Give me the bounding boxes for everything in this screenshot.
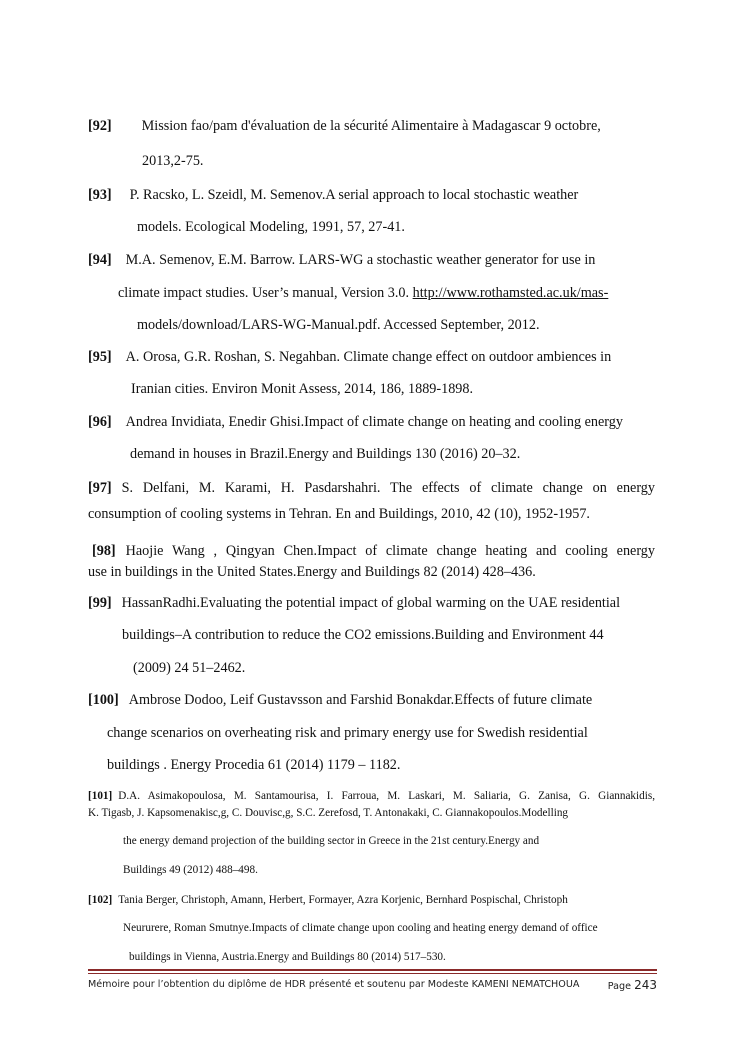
reference-97-line-1: [97] S. Delfani, M. Karami, H. Pasdarshahri. The effects of climate change on energy [88,480,655,496]
reference-100-line-3: buildings . Energy Procedia 61 (2014) 1179 – 1182. [107,757,401,773]
reference-number: [95] [88,349,112,365]
reference-number: [92] [88,118,112,134]
reference-93-line-1: [93] P. Racsko, L. Szeidl, M. Semenov.A serial approach to local stochastic weather [88,187,579,203]
footer-divider-thin [88,973,657,974]
reference-94-line-3: models/download/LARS-WG-Manual.pdf. Accessed September, 2012. [137,317,540,333]
reference-94-line-2: climate impact studies. User’s manual, Version 3.0. http://www.rothamsted.ac.uk/mas- [118,285,609,301]
page-indicator [608,978,657,994]
page-label: Page [607,981,632,992]
reference-number: [100] [88,692,119,708]
reference-100-line-2: change scenarios on overheating risk and primary energy use for Swedish residential [107,725,588,741]
reference-number: [97] [88,480,112,496]
reference-96-line-2: demand in houses in Brazil.Energy and Buildings 130 (2016) 20–32. [130,446,521,462]
page-footer [88,978,657,992]
reference-100-line-1: [100] Ambrose Dodoo, Leif Gustavsson and Farshid Bonakdar.Effects of future climate [88,692,593,708]
reference-98-line-1: [98] Haojie Wang , Qingyan Chen.Impact of climate change heating and cooling energy [92,543,655,559]
reference-101-line-4: Buildings 49 (2012) 488–498. [123,864,258,876]
reference-95-line-1: [95] A. Orosa, G.R. Roshan, S. Negahban. Climate change effect on outdoor ambiences in [88,349,612,365]
reference-99-line-3: (2009) 24 51–2462. [133,660,246,676]
reference-102-line-3: buildings in Vienna, Austria.Energy and Buildings 80 (2014) 517–530. [129,951,446,963]
reference-93-line-2: models. Ecological Modeling, 1991, 57, 27-41. [137,219,405,235]
reference-number: [101] [88,790,113,802]
reference-99-line-2: buildings–A contribution to reduce the CO2 emissions.Building and Environment 44 [122,627,604,643]
reference-101-line-3: the energy demand projection of the building sector in Greece in the 21st century.Energy and [123,835,540,847]
reference-101-line-2: K. Tigasb, J. Kapsomenakisc,g, C. Douvisc,g, S.C. Zerefosd, T. Antonakaki, C. Giannakopoulos.Modelling [88,807,569,819]
footer-text: Mémoire pour l’obtention du diplôme de HDR présenté et soutenu par Modeste KAMENI NEMATCHOUA [88,979,580,990]
reference-102-line-2: Neururere, Roman Smutnye.Impacts of climate change upon cooling and heating energy demand of office [123,922,598,934]
reference-96-line-1: [96] Andrea Invidiata, Enedir Ghisi.Impact of climate change on heating and cooling energy [88,414,623,430]
reference-number: [102] [88,894,113,906]
reference-94-link[interactable]: http://www.rothamsted.ac.uk/mas- [412,285,609,301]
page-number: 243 [634,978,657,992]
reference-number: [96] [88,414,112,430]
reference-97-line-2: consumption of cooling systems in Tehran. En and Buildings, 2010, 42 (10), 1952-1957. [88,506,590,522]
reference-102-line-1: [102] Tania Berger, Christoph, Amann, Herbert, Formayer, Azra Korjenic, Bernhard Pospischal, Christoph [88,894,568,906]
reference-92-line-1: [92] Mission fao/pam d'évaluation de la sécurité Alimentaire à Madagascar 9 octobre, [88,118,601,134]
reference-number: [99] [88,595,112,611]
reference-99-line-1: [99] HassanRadhi.Evaluating the potential impact of global warming on the UAE residential [88,595,621,611]
reference-101-line-1: [101] D.A. Asimakopoulosa, M. Santamourisa, I. Farroua, M. Laskari, M. Saliaria, G. Zanisa, G. Giannakidis, [88,790,655,802]
reference-92-line-2: 2013,2-75. [142,153,204,169]
reference-number: [93] [88,187,112,203]
footer-divider [88,969,657,971]
reference-94-line-1: [94] M.A. Semenov, E.M. Barrow. LARS-WG a stochastic weather generator for use in [88,252,596,268]
reference-95-line-2: Iranian cities. Environ Monit Assess, 2014, 186, 1889-1898. [131,381,474,397]
reference-number: [94] [88,252,112,268]
reference-number: [98] [92,543,116,559]
reference-98-line-2: use in buildings in the United States.Energy and Buildings 82 (2014) 428–436. [88,564,536,580]
